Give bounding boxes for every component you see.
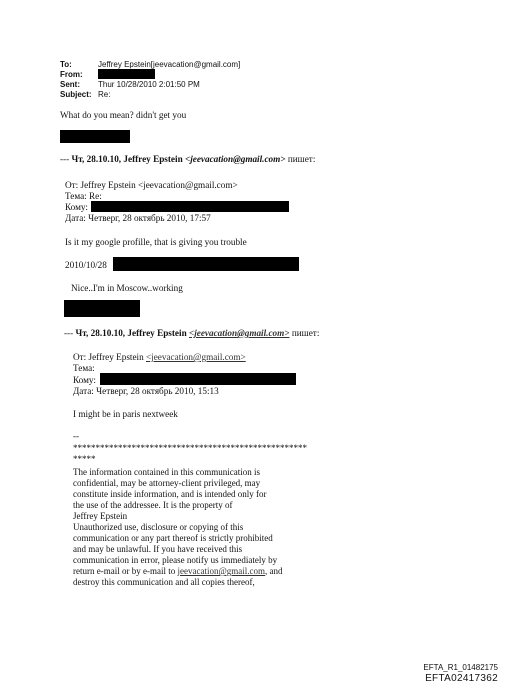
sent-value: Thur 10/28/2010 2:01:50 PM [98,80,200,89]
quote1-message: Is it my google profille, that is giving you trouble [65,237,247,247]
disclaimer-line-7: communication or any part thereof is strictly prohibited [73,533,273,543]
quote1-header [60,154,315,165]
header-from [60,70,98,80]
redaction-quote1-to [91,201,289,212]
quote2-to: Кому: [73,375,96,385]
subject-label: Subject: [60,90,92,99]
footer-id-2: EFTA02417362 [425,673,498,684]
quote1-date-line: Дата: Четверг, 28 октябрь 2010, 17:57 [65,213,211,223]
disclaimer-line-8: and may be unlawful. If you have received this [73,544,243,554]
signature-separator: -- [73,431,79,441]
quote2-prefix: --- [64,328,76,338]
stars-line-2: ***** [73,454,96,464]
quote2-date: Чт, 28.10.10, Jeffrey Epstein [75,328,189,338]
quote2-from [73,352,246,363]
disclaimer-line-9: communication in error, please notify us immediately by [73,555,278,565]
footer-id-1: EFTA_R1_01482175 [423,663,498,672]
redaction-quote1-date [113,257,299,271]
redaction-from [98,69,155,79]
disclaimer-line-11: destroy this communication and all copies thereof, [73,577,255,587]
header-sent [60,80,200,90]
disclaimer-last-prefix: return e-mail or by e-mail to [73,566,178,576]
disclaimer-line-5: Jeffrey Epstein [73,511,128,521]
quote1-date: Чт, 28.10.10, Jeffrey Epstein [71,154,185,164]
disclaimer-line-4: the use of the addressee. It is the property of [73,500,233,510]
redaction-2 [64,300,140,317]
to-value: Jeffrey Epstein[jeevacation@gmail.com] [98,60,241,69]
quote2-header [64,328,319,339]
stars-line-1: **************************************************** [73,443,307,453]
disclaimer-line-2: confidential, may be attorney-client privileged, may [73,478,261,488]
quote2-suffix: пишет: [289,328,320,338]
reply-text-1: What do you mean? didn't get you [60,110,187,120]
quote2-email[interactable]: <jeevacation@gmail.com> [188,328,290,338]
from-label: From: [60,70,83,79]
quote1-subject: Тема: Re: [65,191,102,201]
disclaimer-line-3: constitute inside information, and is intended only for [73,489,267,499]
quote2-from-email[interactable]: <jeevacation@gmail.com> [146,352,246,362]
quote2-subject: Тема: [73,363,95,373]
disclaimer-line-1: The information contained in this communication is [73,467,260,477]
quote1-date-prefix: 2010/10/28 [65,260,107,270]
quote1-prefix: --- [60,154,72,164]
disclaimer-email-link[interactable]: jeevacation@gmail.com [177,566,265,576]
disclaimer-last-suffix: , and [264,566,283,576]
quote2-from-prefix: От: Jeffrey Epstein [73,352,146,362]
sent-label: Sent: [60,80,80,89]
disclaimer-line-6: Unauthorized use, disclosure or copying of this [73,522,244,532]
redaction-quote2-to [100,373,296,385]
quote1-from: От: Jeffrey Epstein <jeevacation@gmail.com> [65,180,238,190]
subject-value: Re: [98,90,111,99]
quote2-date-line: Дата: Четверг, 28 октябрь 2010, 15:13 [73,386,219,396]
quote2-message: I might be in paris nextweek [73,409,178,419]
quote1-reply: Nice..I'm in Moscow..working [71,283,183,293]
quote1-email: <jeevacation@gmail.com> [184,154,286,164]
to-label: To: [60,60,72,69]
quote1-to: Кому: [65,202,88,212]
disclaimer-line-10 [73,566,282,577]
quote1-suffix: пишет: [285,154,316,164]
redaction-1 [60,130,130,143]
header-subject [60,90,110,100]
